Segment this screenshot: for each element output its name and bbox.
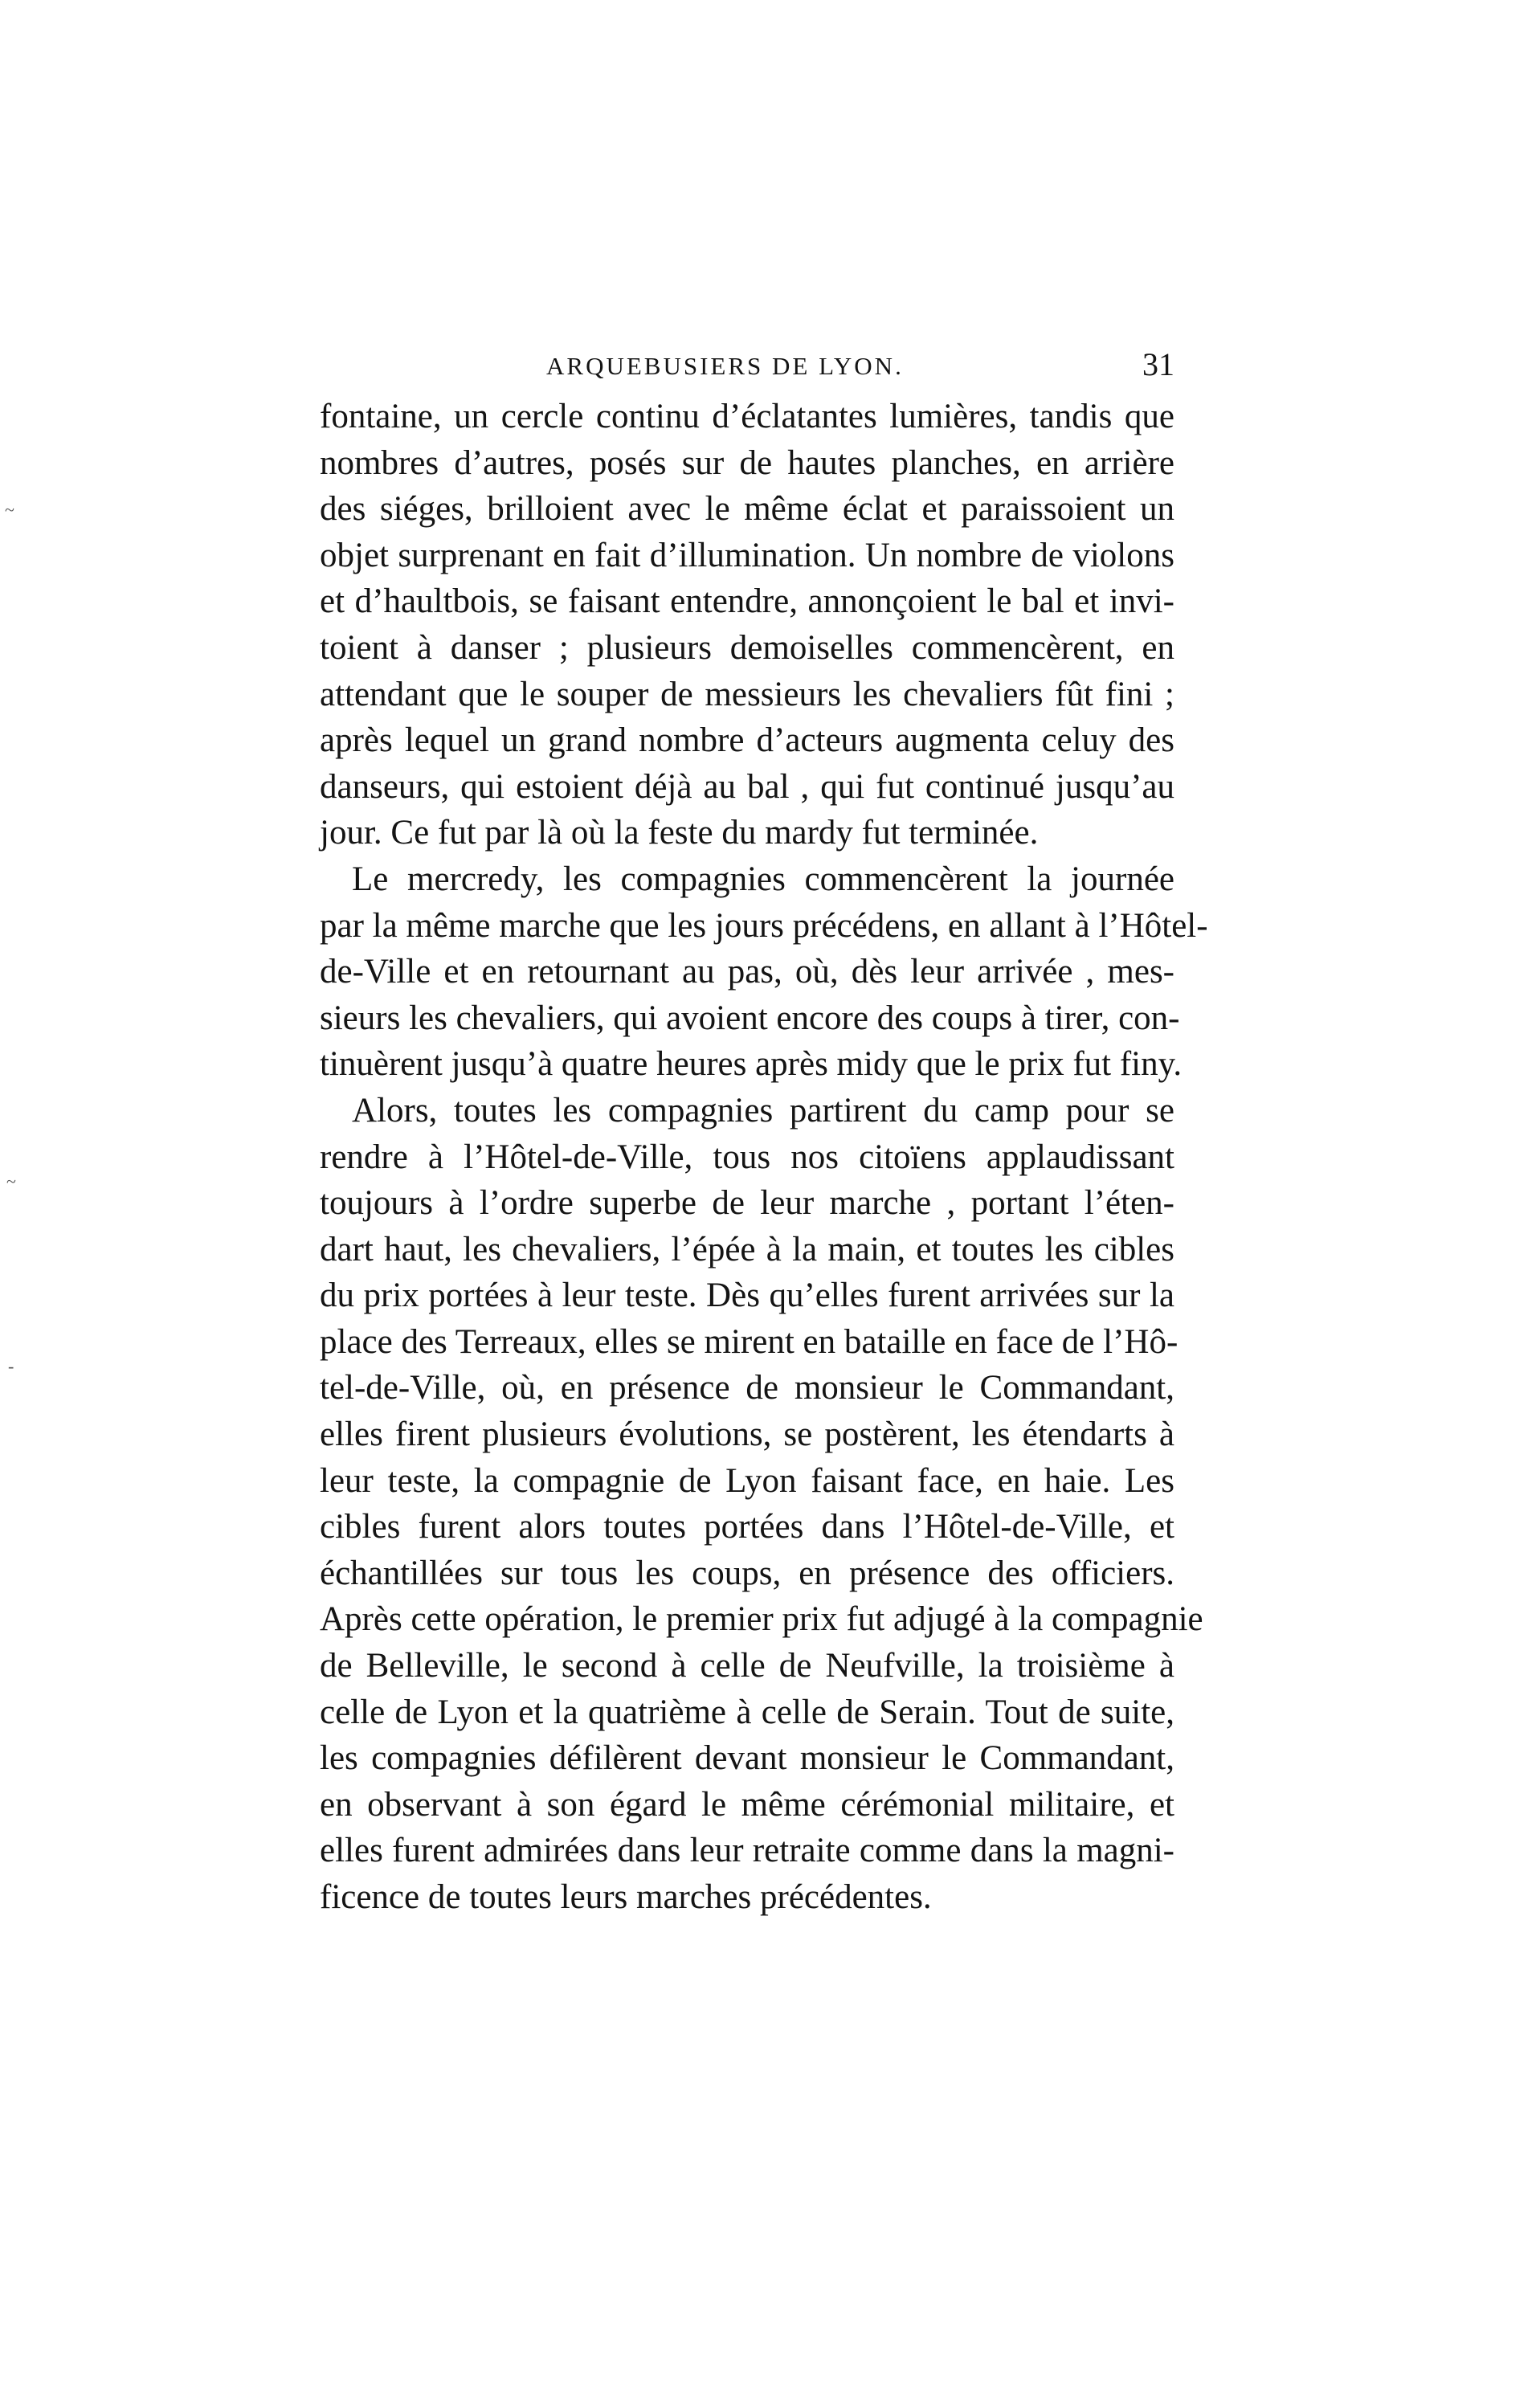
text-line: elles firent plusieurs évolutions, se postèrent, les étendarts à — [320, 1416, 1174, 1454]
text-line: cibles furent alors toutes portées dans l’Hôtel-de-Ville, et — [320, 1508, 1174, 1546]
text-line: de Belleville, le second à celle de Neufville, la troisième à — [320, 1647, 1174, 1685]
text-line: toujours à l’ordre superbe de leur marche , portant l’éten- — [320, 1184, 1174, 1223]
text-line: ficence de toutes leurs marches précédentes. — [320, 1878, 932, 1916]
text-line: en observant à son égard le même cérémonial militaire, et — [320, 1785, 1174, 1824]
text-line: après lequel un grand nombre d’acteurs augmenta celuy des — [320, 721, 1174, 760]
text-line: toient à danser ; plusieurs demoiselles commencèrent, en — [320, 628, 1174, 667]
text-line: sieurs les chevaliers, qui avoient encore des coups à tirer, con- — [320, 999, 1180, 1037]
text-line: celle de Lyon et la quatrième à celle de Serain. Tout de suite, — [320, 1693, 1174, 1731]
running-head — [320, 345, 1174, 394]
text-line: nombres d’autres, posés sur de hautes planches, en arrière — [320, 443, 1174, 482]
text-line: danseurs, qui estoient déjà au bal , qui fut continué jusqu’au — [320, 767, 1174, 806]
body-text — [320, 394, 1208, 1921]
text-line: leur teste, la compagnie de Lyon faisant face, en haie. Les — [320, 1461, 1174, 1500]
paragraph-first-line: Alors, toutes les compagnies partirent du camp pour se — [352, 1091, 1174, 1130]
text-line: et d’haultbois, se faisant entendre, annonçoient le bal et invi- — [320, 582, 1174, 621]
text-line: échantillées sur tous les coups, en présence des officiers. — [320, 1554, 1174, 1592]
text-line: fontaine, un cercle continu d’éclatantes lumières, tandis que — [320, 398, 1174, 435]
text-line: de-Ville et en retournant au pas, où, dès leur arrivée , mes- — [320, 953, 1174, 991]
running-title: ARQUEBUSIERS DE LYON. — [546, 352, 904, 380]
margin-mark: - — [8, 1356, 14, 1376]
text-line: tel-de-Ville, où, en présence de monsieur le Commandant, — [320, 1369, 1174, 1407]
paragraph-first-line: Le mercredy, les compagnies commencèrent la journée — [352, 860, 1174, 898]
text-line: jour. Ce fut par là où la feste du mardy fut terminée. — [320, 814, 1039, 852]
page-number: 31 — [1142, 346, 1174, 382]
text-line: tinuèrent jusqu’à quatre heures après midy que le prix fut finy. — [320, 1045, 1183, 1084]
margin-mark: ~ — [5, 500, 14, 520]
text-line: objet surprenant en fait d’illumination. Un nombre de violons — [320, 536, 1174, 574]
text-line: elles furent admirées dans leur retraite comme dans la magni- — [320, 1832, 1174, 1870]
text-line: dart haut, les chevaliers, l’épée à la main, et toutes les cibles — [320, 1230, 1174, 1268]
text-line: du prix portées à leur teste. Dès qu’elles furent arrivées sur la — [320, 1277, 1174, 1315]
text-line: par la même marche que les jours précédens, en allant à l’Hôtel- — [320, 906, 1208, 945]
text-line: Après cette opération, le premier prix fut adjugé à la compagnie — [320, 1600, 1203, 1639]
text-line: les compagnies défilèrent devant monsieur le Commandant, — [320, 1739, 1174, 1778]
text-line: des siéges, brilloient avec le même éclat et paraissoient un — [320, 490, 1174, 529]
margin-mark: ~ — [6, 1171, 16, 1191]
text-line: place des Terreaux, elles se mirent en bataille en face de l’Hô- — [320, 1322, 1178, 1361]
text-line: rendre à l’Hôtel-de-Ville, tous nos citoïens applaudissant — [320, 1138, 1174, 1176]
text-line: attendant que le souper de messieurs les chevaliers fût fini ; — [320, 675, 1174, 713]
